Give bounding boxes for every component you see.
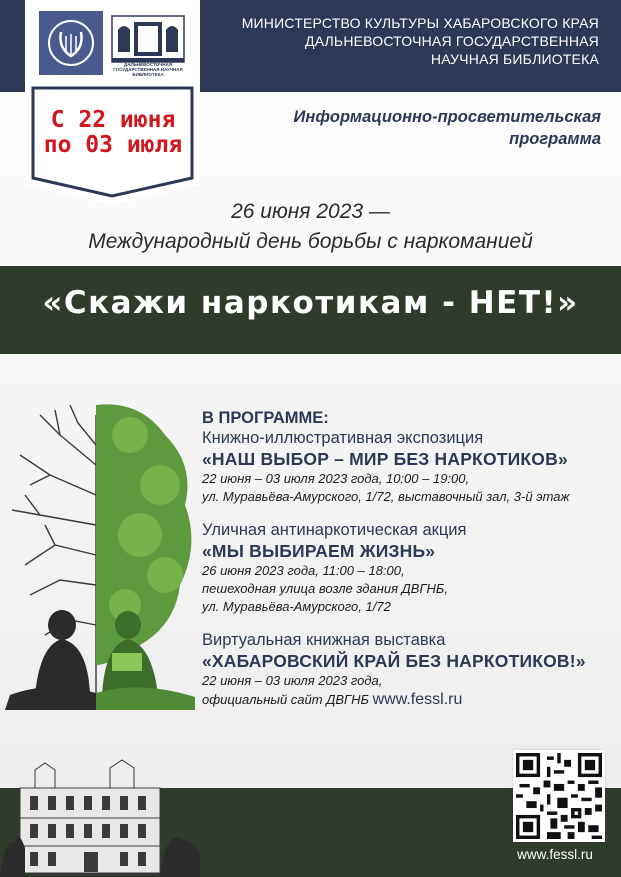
site-link[interactable]: www.fessl.ru xyxy=(372,691,463,708)
event-date: 26 июня 2023 — xyxy=(231,200,390,223)
library-emblem-logo xyxy=(38,10,104,76)
program-item-title: «МЫ ВЫБИРАЕМ ЖИЗНЬ» xyxy=(202,541,436,561)
program-item-label: Уличная антинаркотическая акция xyxy=(202,521,467,539)
event-name: Международный день борьбы с наркоманией xyxy=(88,230,533,253)
event-heading xyxy=(0,197,621,257)
library-building-illustration xyxy=(0,758,200,877)
program-item-detail: 22 июня – 03 июля 2023 года, 10:00 – 19:00, xyxy=(202,471,470,486)
qr-code[interactable] xyxy=(513,750,605,842)
program-item-detail: 26 июня 2023 года, 11:00 – 18:00, xyxy=(202,563,405,578)
program-item-title: «НАШ ВЫБОР – МИР БЕЗ НАРКОТИКОВ» xyxy=(202,449,568,469)
program-item-detail: ул. Муравьёва-Амурского, 1/72, выставочный зал, 3-й этаж xyxy=(202,489,570,504)
footer-website[interactable]: www.fessl.ru xyxy=(517,847,593,862)
lyre-icon xyxy=(46,18,96,68)
site-prefix: официальный сайт ДВГНБ xyxy=(202,692,369,707)
program-item-label: Книжно-иллюстративная экспозиция xyxy=(202,429,484,447)
program-item-site xyxy=(202,690,612,710)
program-dates xyxy=(36,108,190,158)
program-item-detail: пешеходная улица возле здания ДВГНБ, xyxy=(202,581,449,596)
program-item xyxy=(202,428,612,506)
program-section xyxy=(202,408,612,710)
program-heading: В ПРОГРАММЕ: xyxy=(202,409,329,427)
program-item-detail: 22 июня – 03 июля 2023 года, xyxy=(202,673,383,688)
logo-caption: ДАЛЬНЕВОСТОЧНАЯ ГОСУДАРСТВЕННАЯ НАУЧНАЯ БИБЛИОТЕКА xyxy=(113,62,183,77)
program-item-detail: ул. Муравьёва-Амурского, 1/72 xyxy=(202,599,391,614)
ministry-heading xyxy=(219,14,599,68)
tree-illustration xyxy=(0,395,200,710)
poster-title: «Скажи наркотикам - НЕТ!» xyxy=(42,285,579,321)
program-item xyxy=(202,630,612,710)
dates-line-1: С 22 июня xyxy=(50,107,176,133)
program-type-line-2: программа xyxy=(509,130,601,148)
dates-line-2: по 03 июля xyxy=(43,132,183,158)
ministry-line: МИНИСТЕРСТВО КУЛЬТУРЫ ХАБАРОВСКОГО КРАЯ xyxy=(241,15,599,31)
program-type-line-1: Информационно-просветительская xyxy=(293,108,601,126)
program-item xyxy=(202,520,612,616)
program-item-label: Виртуальная книжная выставка xyxy=(202,631,446,649)
program-item-title: «ХАБАРОВСКИЙ КРАЙ БЕЗ НАРКОТИКОВ!» xyxy=(202,651,586,671)
program-type xyxy=(221,106,601,150)
ministry-line: НАУЧНАЯ БИБЛИОТЕКА xyxy=(430,51,599,67)
ministry-line: ДАЛЬНЕВОСТОЧНАЯ ГОСУДАРСТВЕННАЯ xyxy=(305,33,599,49)
